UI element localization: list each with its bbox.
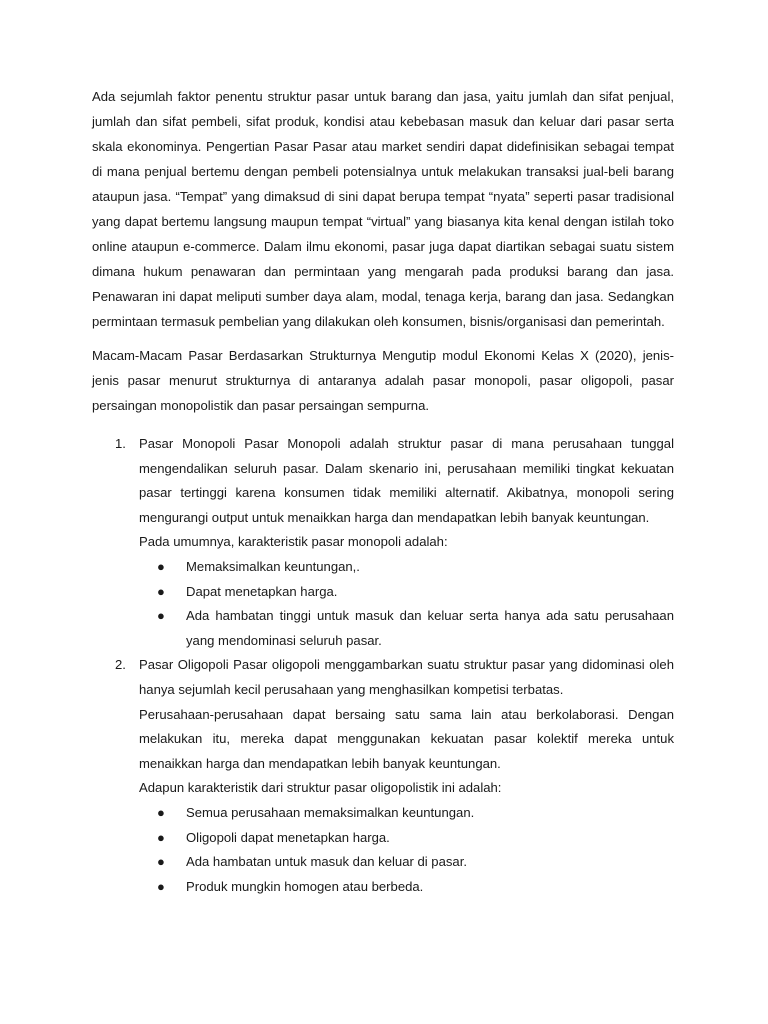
bullet-text: Memaksimalkan keuntungan,. (186, 558, 360, 574)
list-item (139, 555, 674, 580)
list-item (139, 604, 674, 653)
bullet-text: Ada hambatan untuk masuk dan keluar di pasar. (186, 854, 467, 870)
bullet-icon: ● (157, 829, 165, 845)
oligopoly-characteristics-intro: Adapun karakteristik dari struktur pasar oligopolistik ini adalah: (139, 780, 502, 796)
list-item (139, 875, 674, 900)
list-number: 1. (115, 436, 126, 451)
document-page (92, 84, 674, 899)
oligopoly-description: Pasar Oligopoli Pasar oligopoli menggambarkan suatu struktur pasar yang didominasi oleh hanya sejumlah kecil perusahaan yang menghasilkan kompetisi terbatas. (139, 657, 674, 697)
bullet-text: Produk mungkin homogen atau berbeda. (186, 878, 424, 894)
bullet-text: Oligopoli dapat menetapkan harga. (186, 829, 390, 845)
bullet-icon: ● (157, 854, 165, 870)
bullet-icon: ● (157, 558, 165, 574)
bullet-text: Ada hambatan tinggi untuk masuk dan keluar serta hanya ada satu perusahaan yang mendominasi seluruh pasar. (186, 608, 674, 648)
intro-paragraph: Ada sejumlah faktor penentu struktur pasar untuk barang dan jasa, yaitu jumlah dan sifat penjual, jumlah dan sifat pembeli, sifat produk, kondisi atau kebebasan masuk dan keluar dari pasar serta skala ekonominya. Pengertian Pasar Pasar atau market sendiri dapat didefinisikan sebagai tempat di mana penjual bertemu dengan pembeli potensialnya untuk melakukan transaksi jual-beli barang ataupun jasa. “Tempat” yang dimaksud di sini dapat berupa tempat “nyata” seperti pasar tradisional yang dapat bertemu langsung maupun tempat “virtual” yang biasanya kita kenal dengan istilah toko online ataupun e-commerce. Dalam ilmu ekonomi, pasar juga dapat diartikan sebagai suatu sistem dimana hukum penawaran dan permintaan yang mengarah pada produksi barang dan jasa. Penawaran ini dapat meliputi sumber daya alam, modal, tenaga kerja, barang dan jasa. Sedangkan permintaan termasuk pembelian yang dilakukan oleh konsumen, bisnis/organisasi dan pemerintah. (92, 89, 674, 329)
list-item (139, 826, 674, 851)
list-item (139, 850, 674, 875)
list-item-monopoly (92, 432, 674, 653)
bullet-icon: ● (157, 608, 165, 624)
market-structure-list (92, 432, 674, 899)
list-item-oligopoly (92, 653, 674, 899)
bullet-icon: ● (157, 804, 165, 820)
list-item (139, 580, 674, 605)
bullet-text: Dapat menetapkan harga. (186, 583, 338, 599)
market-types-paragraph: Macam-Macam Pasar Berdasarkan Strukturnya Mengutip modul Ekonomi Kelas X (2020), jenis-jenis pasar menurut strukturnya di antaranya adalah pasar monopoli, pasar oligopoli, pasar persaingan monopolistik dan pasar persaingan sempurna. (92, 348, 674, 413)
bullet-icon: ● (157, 878, 165, 894)
monopoly-characteristics-intro: Pada umumnya, karakteristik pasar monopoli adalah: (139, 534, 448, 550)
list-item (139, 801, 674, 826)
bullet-icon: ● (157, 583, 165, 599)
monopoly-characteristics-list (139, 555, 674, 653)
oligopoly-characteristics-list (139, 801, 674, 899)
monopoly-description: Pasar Monopoli Pasar Monopoli adalah struktur pasar di mana perusahaan tunggal mengendalikan seluruh pasar. Dalam skenario ini, perusahaan memiliki tingkat kekuatan pasar tertinggi karena konsumen tidak memiliki alternatif. Akibatnya, monopoli sering mengurangi output untuk menaikkan harga dan mendapatkan lebih banyak keuntungan. (139, 436, 674, 525)
list-number: 2. (115, 657, 126, 673)
bullet-text: Semua perusahaan memaksimalkan keuntungan. (186, 804, 475, 820)
oligopoly-collaboration-text: Perusahaan-perusahaan dapat bersaing satu sama lain atau berkolaborasi. Dengan melakukan itu, mereka dapat menggunakan kekuatan pasar kolektif mereka untuk menaikkan harga dan mendapatkan lebih banyak keuntungan. (139, 706, 674, 771)
